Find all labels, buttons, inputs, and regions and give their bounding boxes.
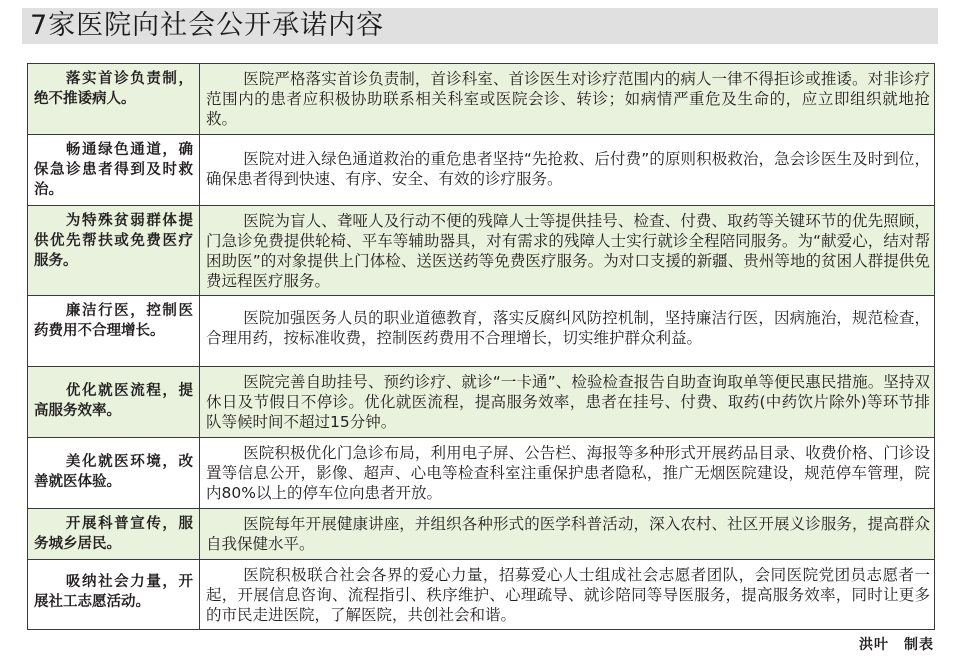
detail-cell: 医院每年开展健康讲座，并组织各种形式的医学科普活动，深入农村、社区开展义诊服务，提高群众自我保健水平。 <box>200 509 935 560</box>
promise-cell: 开展科普宣传，服务城乡居民。 <box>28 509 200 560</box>
detail-cell: 医院加强医务人员的职业道德教育，落实反腐纠风防控机制，坚持廉洁行医，因病施治，规范检查，合理用药，按标准收费，控制医药费用不合理增长，切实维护群众利益。 <box>200 296 935 367</box>
table-row <box>28 509 935 560</box>
promise-cell: 廉洁行医，控制医药费用不合理增长。 <box>28 296 200 367</box>
detail-cell: 医院严格落实首诊负责制，首诊科室、首诊医生对诊疗范围内的病人一律不得拒诊或推诿。对非诊疗范围内的患者应积极协助联系相关科室或医院会诊、转诊；如病情严重危及生命的，应立即组织就地抢救。 <box>200 64 935 135</box>
table-row <box>28 438 935 509</box>
promise-cell: 为特殊贫弱群体提供优先帮扶或免费医疗服务。 <box>28 206 200 296</box>
detail-cell: 医院为盲人、聋哑人及行动不便的残障人士等提供挂号、检查、付费、取药等关键环节的优先照顾，门急诊免费提供轮椅、平车等辅助器具，对有需求的残障人士实行就诊全程陪同服务。为“献爱心，结对帮困助医”的对象提供上门体检、送医送药等免费医疗服务。为对口支援的新疆、贵州等地的贫困人群提供免费远程医疗服务。 <box>200 206 935 296</box>
table-row <box>28 296 935 367</box>
promise-cell: 落实首诊负责制，绝不推诿病人。 <box>28 64 200 135</box>
detail-cell: 医院对进入绿色通道救治的重危患者坚持“先抢救、后付费”的原则积极救治，急会诊医生及时到位，确保患者得到快速、有序、安全、有效的诊疗服务。 <box>200 135 935 206</box>
title-bar <box>22 8 938 44</box>
promise-cell: 美化就医环境，改善就医体验。 <box>28 438 200 509</box>
page-title: 7家医院向社会公开承诺内容 <box>30 10 385 41</box>
promise-table <box>27 63 935 630</box>
promise-cell: 吸纳社会力量，开展社工志愿活动。 <box>28 560 200 630</box>
credit-line: 洪叶 制表 <box>859 637 934 653</box>
promise-cell: 畅通绿色通道，确保急诊患者得到及时救治。 <box>28 135 200 206</box>
detail-cell: 医院完善自助挂号、预约诊疗、就诊“一卡通”、检验检查报告自助查询取单等便民惠民措施。坚持双休日及节假日不停诊。优化就医流程，提高服务效率，患者在挂号、付费、取药(中药饮片除外)等环节排队等候时间不超过15分钟。 <box>200 367 935 438</box>
table-row <box>28 206 935 296</box>
table-row <box>28 560 935 630</box>
table-row <box>28 135 935 206</box>
table-row <box>28 64 935 135</box>
detail-cell: 医院积极优化门急诊布局，利用电子屏、公告栏、海报等多种形式开展药品目录、收费价格、门诊设置等信息公开，影像、超声、心电等检查科室注重保护患者隐私，推广无烟医院建设，规范停车管理，院内80%以上的停车位向患者开放。 <box>200 438 935 509</box>
table-row <box>28 367 935 438</box>
promise-cell: 优化就医流程，提高服务效率。 <box>28 367 200 438</box>
detail-cell: 医院积极联合社会各界的爱心力量，招募爱心人士组成社会志愿者团队，会同医院党团员志愿者一起，开展信息咨询、流程指引、秩序维护、心理疏导、就诊陪同等导医服务，提高服务效率，同时让更多的市民走进医院，了解医院，共创社会和谐。 <box>200 560 935 630</box>
